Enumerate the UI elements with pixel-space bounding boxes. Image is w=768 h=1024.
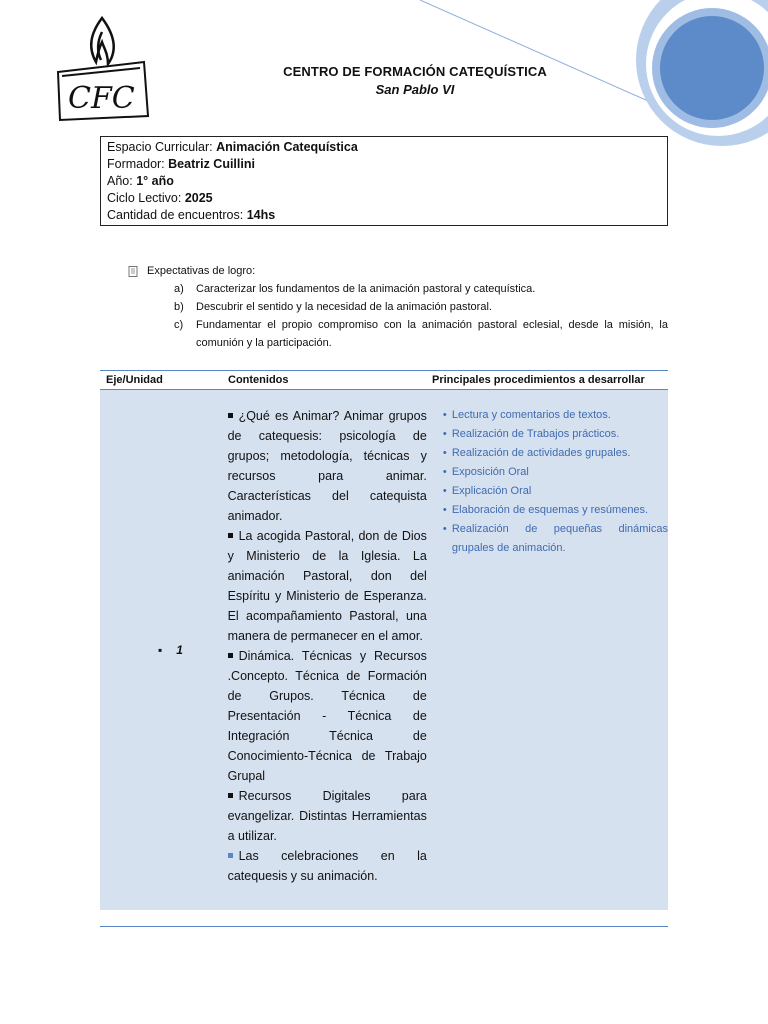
bullet-icon: •	[442, 466, 447, 478]
list-item: • Exposición Oral	[443, 463, 668, 482]
unit-cell	[100, 390, 222, 910]
table-header	[100, 370, 668, 390]
program-table	[100, 370, 668, 910]
list-item: Recursos Digitales para evangelizar. Distintas Herramientas a utilizar.	[227, 789, 427, 843]
bullet-icon	[228, 793, 233, 798]
list-item: La acogida Pastoral, don de Dios y Ministerio de la Iglesia. La animación Pastoral, don del Espíritu y Ministerio de Esperanza. El acompañamiento Pastoral, una manera de permanecer en el amor.	[227, 529, 427, 643]
info-row: Formador: Beatriz Cuillini	[107, 157, 255, 171]
column-header: Contenidos	[228, 374, 289, 386]
bullet-icon: ▪	[158, 643, 163, 657]
list-item: ¿Qué es Animar? Animar grupos de catequesis: psicología de grupos; metodología, técnicas y recursos para animar. Características del catequista animador.	[227, 409, 427, 523]
list-item: a) Caracterizar los fundamentos de la animación pastoral y catequística.	[174, 283, 536, 295]
unit-number: 1	[176, 643, 183, 657]
table-bottom-border	[100, 926, 668, 927]
list-item: b) Descubrir el sentido y la necesidad de la animación pastoral.	[174, 301, 492, 313]
list-item: • Lectura y comentarios de textos.	[443, 406, 668, 425]
bullet-icon	[228, 533, 233, 538]
bullet-icon	[228, 653, 233, 658]
expectativas-title: Expectativas de logro:	[147, 265, 256, 277]
info-row: Cantidad de encuentros: 14hs	[107, 208, 276, 222]
page-title: CENTRO DE FORMACIÓN CATEQUÍSTICA	[283, 64, 547, 79]
bullet-icon: •	[442, 409, 447, 421]
list-item: Dinámica. Técnicas y Recursos .Concepto. Técnica de Formación de Grupos. Técnica de Presentación - Técnica de Integración Técnica de Conocimiento-Técnica de Trabajo Grupal	[227, 649, 427, 783]
list-item: • Realización de pequeñas dinámicas grupales de animación.	[443, 520, 668, 558]
column-header: Eje/Unidad	[106, 374, 163, 386]
list-item: • Realización de Trabajos prácticos.	[443, 425, 668, 444]
bullet-icon	[228, 413, 233, 418]
list-item: • Realización de actividades grupales.	[443, 444, 668, 463]
table-row	[100, 390, 668, 910]
list-item: • Explicación Oral	[443, 482, 668, 501]
list-item: c) Fundamentar el propio compromiso con la animación pastoral eclesial, desde la misión, la comunión y la participación.	[174, 319, 668, 349]
cfc-logo	[52, 12, 152, 124]
bullet-icon	[228, 853, 233, 858]
procedimientos-cell	[427, 390, 668, 910]
list-item: • Elaboración de esquemas y resúmenes.	[443, 501, 668, 520]
contenidos-cell	[222, 390, 427, 910]
course-info-box	[100, 136, 668, 226]
document-header	[240, 64, 590, 97]
bullet-icon: •	[442, 485, 447, 497]
column-header: Principales procedimientos a desarrollar	[432, 374, 645, 386]
list-item: Las celebraciones en la catequesis y su animación.	[227, 849, 427, 883]
page-subtitle: San Pablo VI	[375, 82, 455, 97]
document-icon	[128, 266, 139, 277]
bullet-icon: •	[442, 428, 447, 440]
bullet-icon: •	[442, 504, 447, 516]
expectativas-section	[128, 262, 668, 352]
bullet-icon: •	[442, 447, 447, 459]
info-row: Ciclo Lectivo: 2025	[107, 191, 213, 205]
info-row: Espacio Curricular: Animación Catequística	[107, 140, 358, 154]
bullet-icon: •	[442, 523, 447, 535]
info-row: Año: 1° año	[107, 174, 174, 188]
flame-icon	[91, 18, 113, 64]
svg-text:CFC: CFC	[68, 81, 135, 116]
